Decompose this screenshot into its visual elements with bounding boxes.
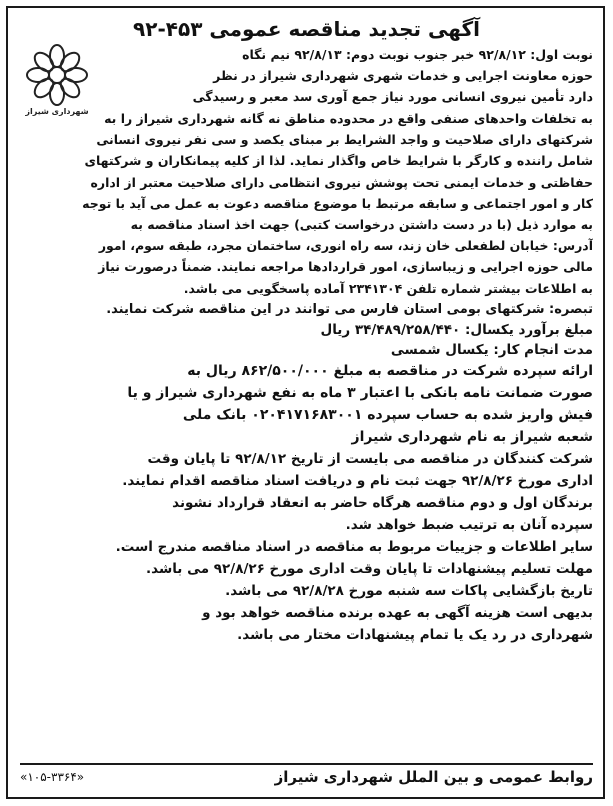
- estimated-amount: مبلغ برآورد یکسال: ۳۴/۴۸۹/۲۵۸/۴۴۰ ریال: [320, 322, 593, 339]
- terms-line: برندگان اول و دوم مناقصه هرگاه حاضر به انعقاد قرارداد نشوند: [172, 495, 593, 512]
- description-line: شامل راننده و کارگر با شرایط خاص واگذار نماید. لذا از کلیه پیمانکاران و شرکتهای: [84, 153, 593, 169]
- advertisement-frame: [6, 6, 605, 799]
- deposit-block: [20, 360, 593, 448]
- description-line: حفاظتی و خدمات ایمنی تحت پوشش نیروی انتظامی دارای صلاحیت معتبر از اداره: [90, 174, 593, 190]
- description-line: کار و امور اجتماعی و سابقه مرتبط با موضوع مناقصه دعوت به عمل می آید با توجه: [82, 195, 593, 211]
- deposit-line: صورت ضمانت نامه بانکی با اعتبار ۳ ماه به نفع شهرداری شیراز و یا: [127, 385, 593, 402]
- terms-line: شرکت کنندگان در مناقصه می بایست از تاریخ ۹۲/۸/۱۲ تا پایان وقت: [147, 451, 593, 468]
- header-line: دارد تأمین نیروی انسانی مورد نیاز جمع آوری سد معبر و رسیدگی: [192, 89, 593, 104]
- header-row: [20, 44, 593, 116]
- ad-code: «۱۰۵-۳۳۶۴»: [20, 770, 85, 784]
- public-relations-signature: روابط عمومی و بین الملل شهرداری شیراز: [274, 768, 593, 786]
- address-line: مالی حوزه اجرایی و زیباسازی، امور قراردادها مراجعه نمایند. ضمناً درصورت نیاز: [98, 259, 593, 275]
- logo-caption: شهرداری شیراز: [25, 107, 89, 116]
- note-line: [20, 299, 593, 320]
- description-line: به تخلفات واحدهای صنفی واقع در محدوده مناطق نه گانه شهرداری شیراز را به: [104, 111, 593, 126]
- terms-line: تاریخ بازگشایی پاکات سه شنبه مورخ ۹۲/۸/۲۸ می باشد.: [225, 583, 593, 600]
- description-line: به موارد ذیل (با در دست داشتن درخواست کتبی) جهت اخذ اسناد مناقصه به: [130, 217, 593, 233]
- terms-line: سایر اطلاعات و جزییات مربوط به مناقصه در اسناد مناقصه مندرج است.: [115, 539, 593, 556]
- terms-line: اداری مورخ ۹۲/۸/۲۶ جهت ثبت نام و دریافت اسناد مناقصه اقدام نمایند.: [122, 473, 593, 490]
- header-lines: [73, 44, 593, 107]
- footer: [20, 765, 593, 789]
- description-line: شرکتهای دارای صلاحیت و واجد الشرایط بر مبنای یکصد و سی نفر نیروی انسانی: [96, 132, 593, 148]
- note-label: تبصره:: [549, 301, 593, 317]
- terms-block: [20, 448, 593, 646]
- details-block: [20, 320, 593, 360]
- work-duration: مدت انجام کار: یکسال شمسی: [390, 342, 593, 359]
- phone-line: به اطلاعات بیشتر شماره تلفن ۲۳۴۱۳۰۴ آماده پاسخگویی می باشد.: [183, 280, 593, 296]
- deposit-line: فیش واریز شده به حساب سپرده ۰۲۰۴۱۷۱۶۸۳۰۰۱ بانک ملی: [182, 407, 593, 424]
- advertisement-title: آگهی تجدید مناقصه عمومی ۴۵۳-۹۲: [133, 17, 480, 41]
- deposit-line: ارائه سپرده شرکت در مناقصه به مبلغ ۸۶۲/۵۰۰/۰۰۰ ریال به: [187, 363, 593, 380]
- description-block: [20, 108, 593, 299]
- deposit-line: شعبه شیراز به نام شهرداری شیراز: [351, 429, 593, 446]
- terms-line: سپرده آنان به ترتیب ضبط خواهد شد.: [345, 517, 593, 534]
- terms-line: شهرداری در رد یک یا تمام پیشنهادات مختار می باشد.: [237, 627, 593, 644]
- publication-dates: نوبت اول: ۹۲/۸/۱۲ خبر جنوب نوبت دوم: ۹۲/۸/۱۳ نیم نگاه: [242, 47, 593, 62]
- terms-line: بدیهی است هزینه آگهی به عهده برنده مناقصه خواهد بود و: [202, 605, 593, 622]
- note-text: شرکتهای بومی استان فارس می توانند در این مناقصه شرکت نمایند.: [106, 301, 550, 317]
- address-line: آدرس: خیابان لطفعلی خان زند، سه راه انوری، ساختمان مجرد، طبقه سوم، امور: [98, 238, 593, 254]
- terms-line: مهلت تسلیم پیشنهادات تا پایان وقت اداری مورخ ۹۲/۸/۲۶ می باشد.: [146, 561, 593, 578]
- header-line: حوزه معاونت اجرایی و خدمات شهری شهرداری شیراز در نظر: [213, 68, 593, 83]
- advertisement-content: [20, 14, 593, 791]
